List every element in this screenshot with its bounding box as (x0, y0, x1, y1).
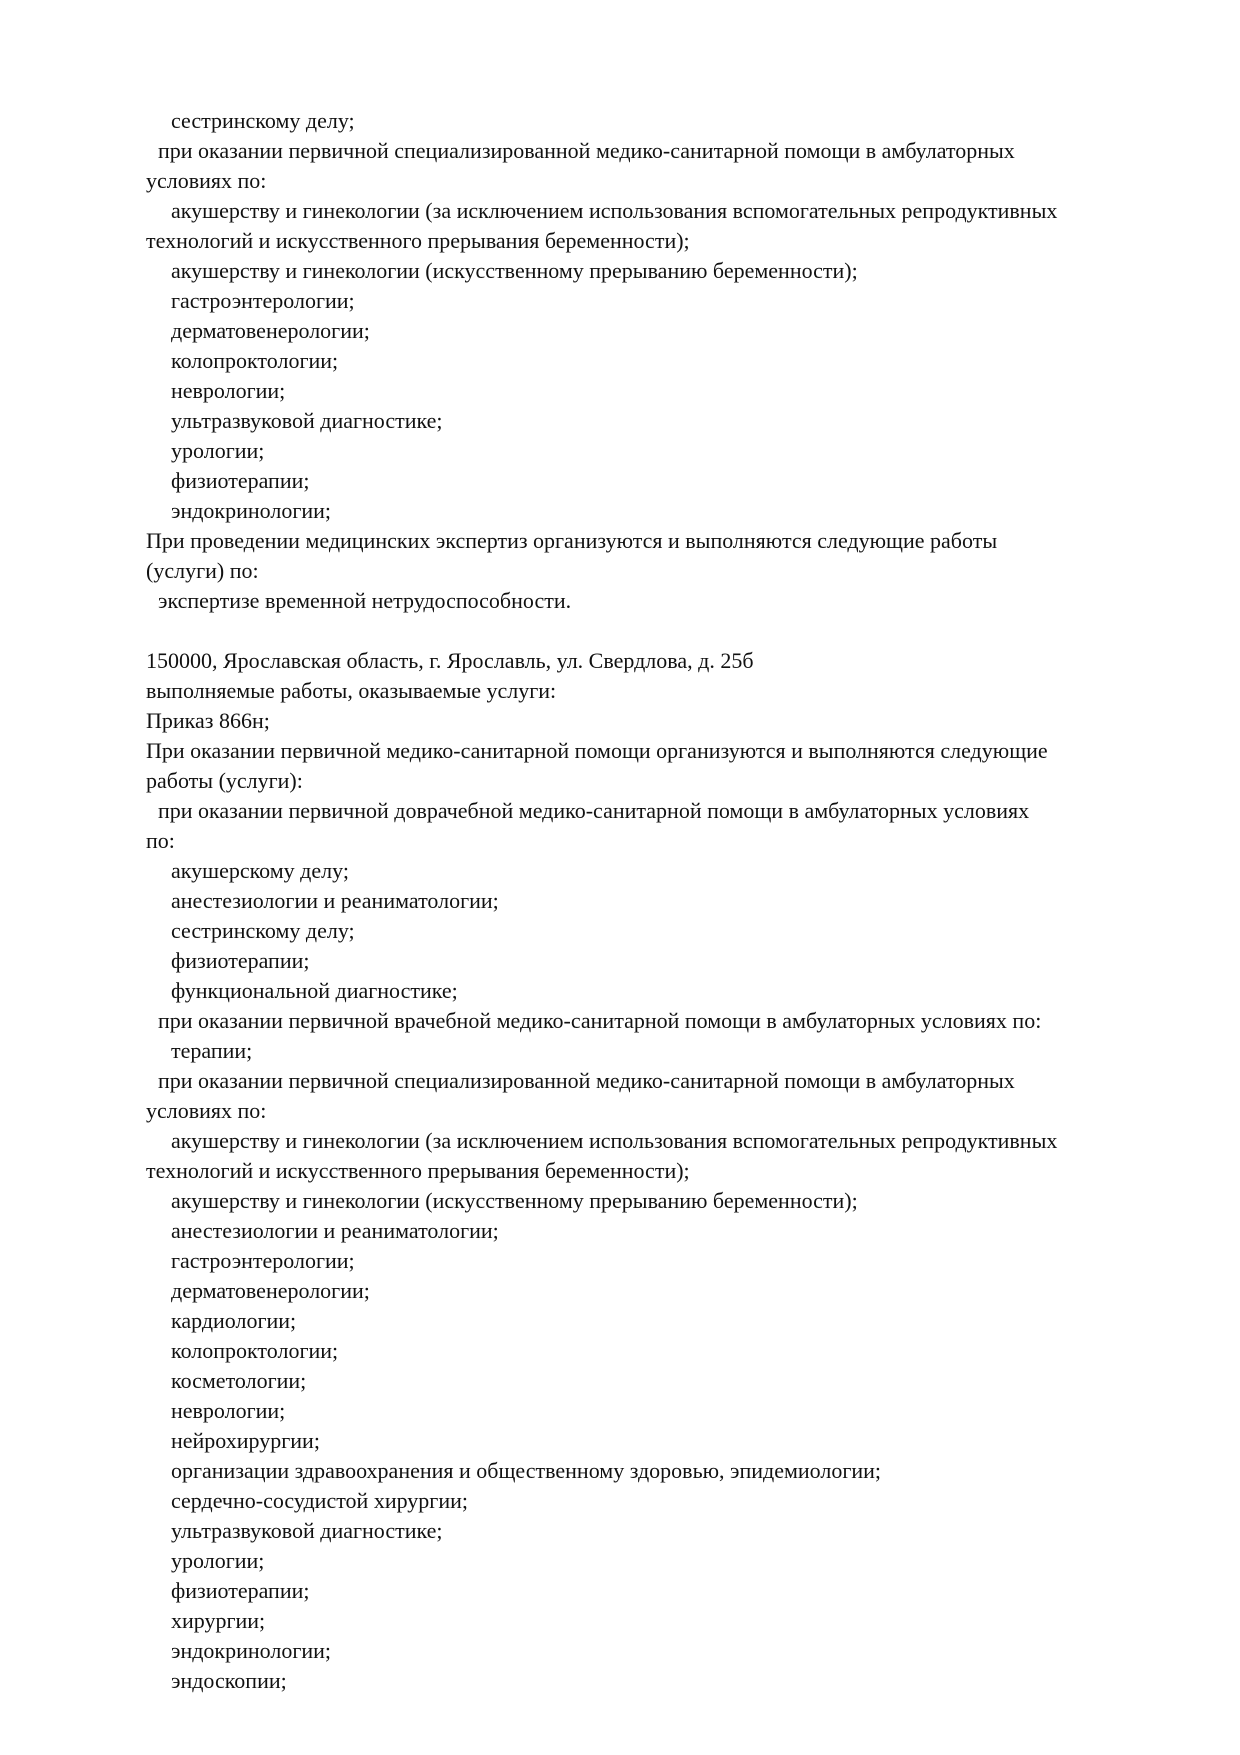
list-item: экспертизе временной нетрудоспособности. (158, 588, 572, 613)
list-item: урологии; (171, 438, 265, 463)
list-item: акушерству и гинекологии (за исключением использования вспомогательных репродуктивных (171, 198, 1058, 223)
section-heading: при оказании первичной врачебной медико-санитарной помощи в амбулаторных условиях по: (158, 1008, 1042, 1033)
list-item: терапии; (171, 1038, 253, 1063)
section-heading: при оказании первичной специализированной медико-санитарной помощи в амбулаторных (158, 138, 1015, 163)
list-item: эндоскопии; (171, 1668, 287, 1693)
blank-line (146, 616, 1186, 646)
address-line: 150000, Ярославская область, г. Ярославль, ул. Свердлова, д. 25б (146, 648, 754, 673)
list-item: физиотерапии; (171, 468, 310, 493)
list-item: ультразвуковой диагностике; (171, 408, 443, 433)
order-reference: Приказ 866н; (146, 708, 270, 733)
section-heading: при оказании первичной доврачебной медико-санитарной помощи в амбулаторных условиях (158, 798, 1030, 823)
list-item: эндокринологии; (171, 498, 332, 523)
list-item: косметологии; (171, 1368, 307, 1393)
list-item: акушерству и гинекологии (за исключением использования вспомогательных репродуктивных (171, 1128, 1058, 1153)
list-item: гастроэнтерологии; (171, 1248, 355, 1273)
list-item: акушерству и гинекологии (искусственному прерыванию беременности); (171, 258, 858, 283)
document-text (146, 106, 1186, 1696)
list-item: сестринскому делу; (171, 108, 355, 133)
list-item-cont: технологий и искусственного прерывания беременности); (146, 1158, 690, 1183)
list-item: дерматовенерологии; (171, 318, 370, 343)
paragraph: При проведении медицинских экспертиз организуются и выполняются следующие работы (146, 528, 998, 553)
section-heading-cont: условиях по: (146, 1098, 267, 1123)
list-item: сестринскому делу; (171, 918, 355, 943)
section-heading-cont: условиях по: (146, 168, 267, 193)
section-heading-cont: по: (146, 828, 175, 853)
paragraph-cont: работы (услуги): (146, 768, 303, 793)
list-item: акушерству и гинекологии (искусственному прерыванию беременности); (171, 1188, 858, 1213)
list-item: эндокринологии; (171, 1638, 332, 1663)
list-item: функциональной диагностике; (171, 978, 458, 1003)
list-item: хирургии; (171, 1608, 266, 1633)
list-item: урологии; (171, 1548, 265, 1573)
list-item: колопроктологии; (171, 348, 339, 373)
list-item: акушерскому делу; (171, 858, 349, 883)
paragraph-cont: (услуги) по: (146, 558, 259, 583)
list-item: дерматовенерологии; (171, 1278, 370, 1303)
list-item: нейрохирургии; (171, 1428, 320, 1453)
list-item: анестезиологии и реаниматологии; (171, 1218, 499, 1243)
list-item: физиотерапии; (171, 1578, 310, 1603)
list-item: гастроэнтерологии; (171, 288, 355, 313)
list-item: колопроктологии; (171, 1338, 339, 1363)
list-item: кардиологии; (171, 1308, 297, 1333)
list-item: ультразвуковой диагностике; (171, 1518, 443, 1543)
list-item: анестезиологии и реаниматологии; (171, 888, 499, 913)
list-item: неврологии; (171, 1398, 286, 1423)
section-heading: при оказании первичной специализированной медико-санитарной помощи в амбулаторных (158, 1068, 1015, 1093)
list-item: неврологии; (171, 378, 286, 403)
list-item-cont: технологий и искусственного прерывания беременности); (146, 228, 690, 253)
list-item: организации здравоохранения и общественному здоровью, эпидемиологии; (171, 1458, 882, 1483)
list-item: физиотерапии; (171, 948, 310, 973)
paragraph: выполняемые работы, оказываемые услуги: (146, 678, 557, 703)
paragraph: При оказании первичной медико-санитарной помощи организуются и выполняются следующие (146, 738, 1048, 763)
list-item: сердечно-сосудистой хирургии; (171, 1488, 468, 1513)
